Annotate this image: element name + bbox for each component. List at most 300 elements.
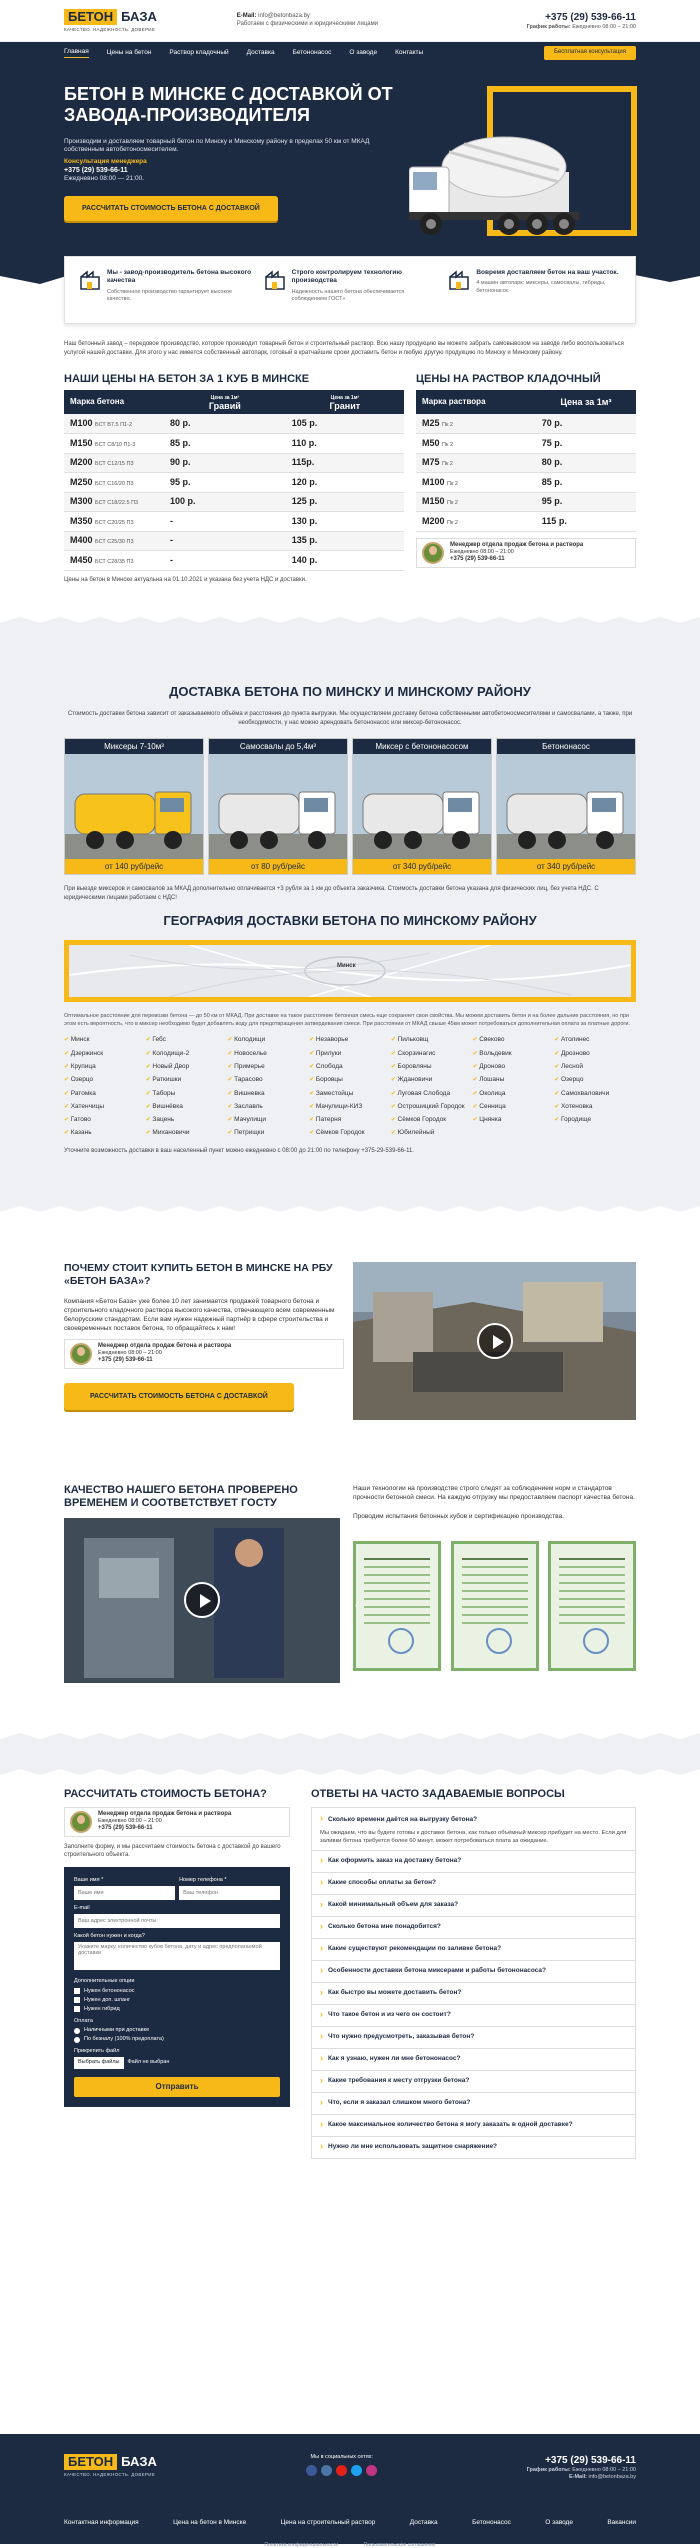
hero-title: БЕТОН В МИНСКЕ С ДОСТАВКОЙ ОТ ЗАВОДА-ПРОИЗВОДИТЕЛЯ [64, 84, 393, 125]
email-label: E-mail [74, 1904, 90, 1911]
city-item: ✔ Таборы [146, 1088, 228, 1100]
footer-contacts [527, 2454, 636, 2481]
name-label: Ваше имя * [74, 1876, 104, 1883]
city-item: ✔ Гебс [146, 1034, 228, 1046]
certificates-carousel [353, 1541, 636, 1671]
mortar-mark [416, 512, 536, 532]
feature-desc: Собственное производство гарантирует высокое качество. [107, 288, 233, 303]
footer-hours-label: График работы: [526, 2467, 571, 2473]
feature-desc: 4 машин автопарк: миксеры, самосвалы, гибриды, бетононасос [476, 280, 606, 294]
city-item: ✔ Колодищи [227, 1034, 309, 1046]
city-item: ✔ Тарасово [227, 1074, 309, 1086]
footer-link[interactable]: Доставка [409, 2519, 438, 2527]
why-title: ПОЧЕМУ СТОИТ КУПИТЬ БЕТОН В МИНСКЕ НА РБУ «БЕТОН БАЗА»? [64, 1261, 333, 1288]
section-divider-2 [0, 1202, 700, 1212]
checkbox[interactable] [74, 2006, 80, 2012]
extra-label: Дополнительные опции [74, 1978, 135, 1985]
city-item: ✔ Вишнёвка [146, 1101, 228, 1113]
mark-class: БСТ С12/15 П3 [95, 461, 134, 468]
mark-name: M100 [70, 417, 93, 428]
phone-input[interactable] [179, 1886, 280, 1900]
mark-name: M200 [422, 515, 445, 526]
vehicle-image [353, 754, 491, 859]
intro-text: Наш бетонный завод – передовое производство, которое производит товарный бетон и строительный раствор. Всю нашу продукцию вы можете забрать самовывозом на заводе либо воспользоваться услугой нашей доставки. Для этого у нас имеется собственный автопарк, готовый в кратчайшие сроки доставить бетон и любую другую продукцию по Минску и Минскому району. [64, 341, 624, 356]
mortar-price: 70 р. [536, 414, 636, 434]
feature-title: Вовремя доставляем бетон на ваш участок. [476, 269, 619, 276]
feature-card [73, 269, 258, 311]
faq-item[interactable]: › Как быстро вы можете доставить бетон? [311, 1983, 636, 2005]
mark-name: M300 [70, 496, 93, 507]
name-input[interactable] [74, 1886, 175, 1900]
pay-option-label: Наличными при доставке [84, 2027, 150, 2034]
col-granite: Цена за 1м³ Гранит [286, 390, 404, 414]
manager-avatar [70, 1811, 92, 1833]
city-item: ✔ Мачулищи-КИЗ [309, 1101, 391, 1113]
concrete-mark [64, 414, 164, 434]
truck-icon [448, 269, 470, 291]
why-section [64, 1212, 636, 1420]
faq-item[interactable]: › Какие требования к месту отгрузки бетона? [311, 2071, 636, 2093]
map-city-label: Минск [337, 963, 356, 970]
factory-icon [79, 269, 101, 291]
nav-item[interactable]: О заводе [349, 48, 378, 56]
mark-class: Пк 2 [447, 500, 458, 507]
mortar-price: 95 р. [536, 492, 636, 512]
concrete-row [64, 492, 404, 512]
vehicle-price: от 340 руб/рейс [497, 859, 635, 874]
hero-calc-button[interactable]: РАССЧИТАТЬ СТОИМОСТЬ БЕТОНА С ДОСТАВКОЙ [64, 196, 278, 221]
checkbox[interactable] [74, 1997, 80, 2003]
mark-name: M25 [422, 417, 440, 428]
faq-item[interactable]: › Какой минимальный объем для заказа? [311, 1895, 636, 1917]
geo-title: ГЕОГРАФИЯ ДОСТАВКИ БЕТОНА ПО МИНСКОМУ РАЙОНУ [163, 913, 537, 929]
logo[interactable] [64, 9, 157, 33]
faq-item[interactable]: › Сколько бетона мне понадобится? [311, 1917, 636, 1939]
calc-faq-section [64, 1775, 636, 2159]
extra-option-label: Нужен гибрид [84, 2005, 120, 2012]
mortar-prices-title: ЦЕНЫ НА РАСТВОР КЛАДОЧНЫЙ [416, 373, 601, 385]
header-phone[interactable]: +375 (29) 539-66-11 [545, 11, 636, 23]
concrete-prices-title: НАШИ ЦЕНЫ НА БЕТОН ЗА 1 КУБ В МИНСКЕ [64, 373, 310, 385]
city-item: ✔ Колодищи-2 [146, 1048, 228, 1060]
main-nav [0, 42, 700, 64]
section-divider-4 [0, 1765, 700, 1775]
mark-name: M75 [422, 457, 440, 468]
vk-icon[interactable] [321, 2465, 332, 2476]
why-calc-button[interactable]: РАССЧИТАТЬ СТОИМОСТЬ БЕТОНА С ДОСТАВКОЙ [64, 1383, 294, 1410]
city-list [64, 1034, 636, 1139]
city-item: ✔ Лесной [554, 1061, 636, 1073]
certificate[interactable] [451, 1541, 539, 1671]
footer-link[interactable]: О заводе [545, 2519, 573, 2527]
manager-hours: Ежедневно 08:00 – 21:00 [450, 549, 514, 556]
footer-link[interactable]: Цена на строительный раствор [280, 2519, 376, 2527]
play-icon[interactable] [184, 1582, 220, 1618]
city-item: ✔ Озерцо [64, 1074, 146, 1086]
concrete-row [64, 414, 404, 434]
faq-title: ОТВЕТЫ НА ЧАСТО ЗАДАВАЕМЫЕ ВОПРОСЫ [311, 1787, 565, 1800]
mortar-mark [416, 414, 536, 434]
concrete-row [64, 453, 404, 473]
manager-title: Менеджер отдела продаж бетона и раствора [98, 1811, 232, 1818]
footer-nav [64, 2499, 636, 2527]
delivery-title: ДОСТАВКА БЕТОНА ПО МИНСКУ И МИНСКОМУ РАЙОНУ [169, 683, 531, 699]
footer-bottom [0, 2542, 700, 2548]
concrete-mark [64, 551, 164, 571]
mortar-row [416, 434, 636, 454]
manager-avatar [422, 542, 444, 564]
mortar-price: 80 р. [536, 453, 636, 473]
nav-item[interactable]: Бетононасос [292, 48, 332, 56]
mark-name: M400 [70, 535, 93, 546]
features-bar [0, 256, 700, 326]
concrete-row [64, 512, 404, 532]
certificate[interactable] [548, 1541, 636, 1671]
granite-price: 135 р. [286, 531, 404, 551]
city-item: ✔ Пильковщ [391, 1034, 473, 1046]
extra-option[interactable] [74, 2006, 280, 2013]
granite-price: 110 р. [286, 434, 404, 454]
vehicle-image [65, 754, 203, 859]
gravel-price: 95 р. [164, 473, 286, 493]
vehicle-image [209, 754, 347, 859]
chevron-right-icon[interactable]: › [624, 1599, 628, 1611]
gravel-price: - [164, 531, 286, 551]
concrete-row [64, 551, 404, 571]
col-mortar: Марка раствора [416, 390, 536, 414]
city-item: ✔ Хатенчицы [64, 1101, 146, 1113]
quality-section [64, 1484, 636, 1683]
mark-class: БСТ С25/30 П3 [95, 539, 134, 546]
mortar-mark [416, 453, 536, 473]
vehicle-card[interactable] [64, 738, 204, 875]
concrete-prices [64, 372, 404, 585]
vehicle-name: Бетононасос [497, 739, 635, 754]
city-item: ✔ Боровцы [309, 1074, 391, 1086]
concrete-mark [64, 512, 164, 532]
file-label: Прикрепить файл [74, 2048, 120, 2055]
city-item: ✔ Околица [473, 1088, 555, 1100]
extra-option[interactable] [74, 1988, 280, 1995]
instagram-icon[interactable] [366, 2465, 377, 2476]
manager-title: Менеджер отдела продаж бетона и раствора [450, 542, 584, 549]
mark-class: БСТ С16/20 П3 [95, 480, 134, 487]
granite-price: 125 р. [286, 492, 404, 512]
mark-class: Пк 2 [442, 421, 453, 428]
site-header [0, 0, 700, 42]
footer-phone[interactable]: +375 (29) 539-66-11 [545, 2455, 636, 2466]
faq-item[interactable]: › Что, если я заказал слишком много бетона? [311, 2093, 636, 2115]
terms-link[interactable]: Пользовательское соглашение [363, 2541, 436, 2548]
section-divider-3 [0, 1733, 700, 1745]
footer-link[interactable]: Контактная информация [64, 2519, 139, 2527]
pay-option[interactable] [74, 2027, 280, 2034]
gravel-price: 80 р. [164, 414, 286, 434]
city-item: ✔ Казань [64, 1127, 146, 1139]
city-item: ✔ Минск [64, 1034, 146, 1046]
mortar-row [416, 512, 636, 532]
mark-name: M100 [422, 476, 445, 487]
city-item: ✔ Ратомка [64, 1088, 146, 1100]
granite-price: 140 р. [286, 551, 404, 571]
faq-item[interactable]: › Какое максимальное количество бетона я могу заказать в одной доставке? [311, 2115, 636, 2137]
feature-card [258, 269, 443, 311]
mixer-truck-image [409, 112, 599, 242]
vehicle-card[interactable] [352, 738, 492, 875]
site-footer [0, 2434, 700, 2548]
extra-option[interactable] [74, 1997, 280, 2004]
header-tagline: Работаем с физическими и юридическими лицами [236, 21, 379, 27]
city-item: ✔ Новоселье [227, 1048, 309, 1060]
footer-email[interactable]: info@betonbaza.by [588, 2474, 636, 2481]
mark-class: БСТ С18/22.5 П3 [95, 500, 139, 507]
file-status: Файл не выбран [127, 2059, 170, 2066]
concrete-price-table [64, 390, 404, 571]
faq-item[interactable]: › Как я узнаю, нужен ли мне бетононасос? [311, 2049, 636, 2071]
mark-name: M150 [422, 496, 445, 507]
city-item: ✔ Хотеновка [554, 1101, 636, 1113]
vehicle-price: от 140 руб/рейс [65, 859, 203, 874]
city-item: ✔ Патерня [309, 1114, 391, 1126]
logo-text: БАЗА [121, 2454, 157, 2469]
mark-class: БСТ В7.5 П1-2 [95, 421, 133, 428]
faq-block [311, 1787, 636, 2159]
youtube-icon[interactable] [336, 2465, 347, 2476]
city-item: ✔ Цнянка [473, 1114, 555, 1126]
concrete-row [64, 531, 404, 551]
hero-phone[interactable]: +375 (29) 539-66-11 [64, 167, 128, 175]
header-email[interactable]: info@betonbaza.by [258, 13, 310, 20]
faq-item[interactable]: › Какие существуют рекомендации по заливке бетона? [311, 1939, 636, 1961]
gravel-price: - [164, 551, 286, 571]
manager-card-3 [64, 1807, 290, 1837]
logo-text: БАЗА [121, 9, 157, 25]
mark-name: M200 [70, 457, 93, 468]
city-item: ✔ Дзержинск [64, 1048, 146, 1060]
facebook-icon[interactable] [306, 2465, 317, 2476]
radio[interactable] [74, 2028, 80, 2034]
city-item: ✔ Заславль [227, 1101, 309, 1113]
city-item: ✔ Зацень [146, 1114, 228, 1126]
city-item: ✔ Свеково [473, 1034, 555, 1046]
city-item: ✔ Вольдевик [473, 1048, 555, 1060]
file-button[interactable]: Выбрать файлы [74, 2057, 124, 2068]
logo-slogan: КАЧЕСТВО. НАДЕЖНОСТЬ. ДОВЕРИЕ [64, 2472, 156, 2477]
nav-item[interactable]: Главная [64, 48, 89, 57]
email-label: E-Mail: [236, 13, 257, 20]
hours-label: График работы: [526, 23, 571, 30]
city-item: ✔ Слобода [309, 1061, 391, 1073]
city-item: ✔ Сёмков Городок [309, 1127, 391, 1139]
city-item: ✔ Ждановичи [391, 1074, 473, 1086]
mark-class: БСТ С28/35 П3 [95, 558, 134, 565]
vehicle-name: Миксеры 7-10м³ [65, 739, 203, 754]
concrete-mark [64, 453, 164, 473]
vehicle-card[interactable] [496, 738, 636, 875]
footer-social [304, 2454, 379, 2481]
faq-item[interactable]: › Нужно ли мне использовать защитное снаряжение? [311, 2137, 636, 2159]
mark-class: Пк 2 [447, 519, 458, 526]
manager-hours: Ежедневно 08:00 – 21:00 [98, 1818, 162, 1825]
city-item: ✔ Сенница [473, 1101, 555, 1113]
mortar-mark [416, 492, 536, 512]
logo-slogan: КАЧЕСТВО. НАДЕЖНОСТЬ. ДОВЕРИЕ [64, 27, 156, 33]
consult-label: Консультация менеджера [64, 157, 147, 165]
mark-class: БСТ С20/25 П3 [95, 519, 134, 526]
header-contacts [237, 13, 447, 29]
manager-phone[interactable]: +375 (29) 539-66-11 [98, 1357, 153, 1364]
nav-item[interactable]: Раствор кладочный [169, 48, 229, 56]
email-input[interactable] [74, 1914, 280, 1928]
vehicle-name: Самосвалы до 5,4м³ [209, 739, 347, 754]
submit-button[interactable]: Отправить [74, 2077, 280, 2097]
gravel-price: 100 р. [164, 492, 286, 512]
concrete-row [64, 473, 404, 493]
manager-avatar [70, 1343, 92, 1365]
pay-label: Оплата [74, 2017, 93, 2024]
grey-band [0, 1745, 700, 1765]
footer-link[interactable]: Бетононасос [472, 2519, 511, 2527]
granite-price: 130 р. [286, 512, 404, 532]
gravel-price: 90 р. [164, 453, 286, 473]
mark-class: Пк 2 [442, 461, 453, 468]
geo-text: Оптимальное расстояние для перевозки бетона — до 50 км от МКАД. При доставке на такое расстояние бетонная смесь еще сохраняет свои свойства. Мы можем доставить бетон и на более дальние расстояния, но при этом есть вероятность, что в миксер необходимо будет добавлять воду для предотвращения затвердевания смеси. При расстоянии от МКАД свыше 45км может потребоваться дополнительная оплата за платные дороги. [64, 1013, 630, 1028]
prices-section [64, 372, 636, 585]
city-item: ✔ Боровляны [391, 1061, 473, 1073]
social-label: Мы в социальных сетях: [310, 2454, 373, 2460]
granite-price: 120 р. [286, 473, 404, 493]
faq-item[interactable]: › Что нужно предусмотреть, заказывая бетон? [311, 2027, 636, 2049]
radio[interactable] [74, 2037, 80, 2043]
faq-item-open[interactable] [311, 1807, 636, 1851]
mortar-row [416, 453, 636, 473]
faq-question: › Сколько времени даётся на выгрузку бетона? [320, 1813, 627, 1825]
checkbox[interactable] [74, 1988, 80, 1994]
chevron-left-icon[interactable]: ‹ [355, 1599, 359, 1611]
gravel-price: 85 р. [164, 434, 286, 454]
city-item: ✔ Незаворье [309, 1034, 391, 1046]
mark-class: Пк 2 [442, 441, 453, 448]
mortar-mark [416, 434, 536, 454]
privacy-link[interactable]: Политика конфиденциальности [264, 2541, 339, 2548]
vehicle-card[interactable] [208, 738, 348, 875]
col-mortar-price: Цена за 1м³ [536, 390, 636, 414]
delivery-map[interactable] [64, 940, 636, 1002]
mortar-price: 85 р. [536, 473, 636, 493]
logo-box: БЕТОН [64, 2454, 117, 2470]
header-hours: Ежедневно 08:00 – 21:00 [572, 23, 636, 30]
city-item: ✔ Вишневка [227, 1088, 309, 1100]
city-item: ✔ Дроново [473, 1061, 555, 1073]
faq-item[interactable]: › Особенности доставки бетона миксерами и работы бетононасоса? [311, 1961, 636, 1983]
phone-label: Номер телефона * [179, 1876, 227, 1883]
extra-option-label: Нужен доп. шланг [84, 1996, 131, 2003]
faq-item[interactable]: › Как оформить заказ на доставку бетона? [311, 1851, 636, 1873]
footer-logo[interactable] [64, 2454, 157, 2481]
footer-link[interactable]: Вакансии [607, 2519, 636, 2527]
calc-form-block [64, 1787, 290, 2159]
vehicle-image [497, 754, 635, 859]
faq-item[interactable]: › Какие способы оплаты за бетон? [311, 1873, 636, 1895]
logo-box: БЕТОН [64, 9, 117, 25]
granite-price: 115р. [286, 453, 404, 473]
city-item: ✔ Острошицкий Городок [391, 1101, 473, 1113]
header-phone-block [527, 11, 636, 31]
nav-item[interactable]: Цены на бетон [106, 48, 152, 56]
vehicle-price: от 80 руб/рейс [209, 859, 347, 874]
vehicle-price: от 340 руб/рейс [353, 859, 491, 874]
quality-text-2: Проводим испытания бетонных кубов и сертификацию производства. [353, 1512, 564, 1520]
quality-text-1: Наши технологии на производстве строго следят за соблюдением норм и стандартов прочности бетонной смеси. На каждую отгрузку мы предоставляем паспорт качества бетона. [353, 1484, 635, 1501]
concrete-mark [64, 531, 164, 551]
mark-name: M150 [70, 437, 93, 448]
lab-video[interactable] [64, 1518, 340, 1683]
manager-phone[interactable]: +375 (29) 539-66-11 [450, 556, 505, 563]
footer-link[interactable]: Цена на бетон в Минске [173, 2519, 247, 2527]
calc-title: РАССЧИТАТЬ СТОИМОСТЬ БЕТОНА? [64, 1787, 267, 1800]
faq-answer: Мы ожидаем, что вы будете готовы к доставке бетона, как только объёмный миксер прибудет на место. Если для заливки бетона требуется более 60 минут, может потребоваться плата за ожидание. [320, 1829, 627, 1844]
city-item: ✔ Атолинес [554, 1034, 636, 1046]
quality-title: КАЧЕСТВО НАШЕГО БЕТОНА ПРОВЕРЕНО ВРЕМЕНЕМ И СООТВЕТСТВУЕТ ГОСТУ [64, 1483, 298, 1509]
city-item: ✔ Примерье [227, 1061, 309, 1073]
feature-desc: Надежность нашего бетона обеспечивается соблюдением ГОСТ» [291, 288, 405, 303]
concrete-textarea[interactable] [74, 1942, 280, 1970]
city-item: ✔ Луговая Слобода [391, 1088, 473, 1100]
city-item: ✔ Михановичи [146, 1127, 228, 1139]
mark-class: БСТ С8/10 П1-3 [95, 441, 136, 448]
section-divider [0, 617, 700, 629]
calc-form [64, 1867, 290, 2107]
twitter-icon[interactable] [351, 2465, 362, 2476]
city-item: ✔ Дрозново [554, 1048, 636, 1060]
footer-email-label: E-Mail: [568, 2474, 587, 2481]
city-item: ✔ Прилуки [309, 1048, 391, 1060]
feature-card [442, 269, 627, 311]
shield-icon [264, 269, 286, 291]
hero-hours: Ежедневно 08:00 — 21:00. [64, 175, 145, 183]
faq-item[interactable]: › Что такое бетон и из чего он состоит? [311, 2005, 636, 2027]
city-item: ✔ Сёмков Городок [391, 1114, 473, 1126]
city-item: ✔ Городище [554, 1114, 636, 1126]
hero-text: Производим и доставляем товарный бетон по Минску и Минскому району в пределах 50 км от МКАД собственным автобетоносмесителем. [64, 138, 370, 154]
city-item: ✔ Лошаны [473, 1074, 555, 1086]
mortar-row [416, 492, 636, 512]
delivery-text: Стоимость доставки бетона зависит от заказываемого объёма и расстояния до пункта выгрузки. Мы осуществляем доставку бетона собственными автобетоносмесителями и самосвалами, а также, при необходимости, у нас можно арендовать бетононасос или миксер-бетононасос. [67, 711, 633, 727]
col-gravel: Цена за 1м³ Гравий [164, 390, 286, 414]
mark-name: M50 [422, 437, 440, 448]
concrete-mark [64, 473, 164, 493]
nav-item[interactable]: Доставка [246, 48, 275, 56]
manager-phone[interactable]: +375 (29) 539-66-11 [98, 1825, 153, 1832]
concrete-mark [64, 434, 164, 454]
mortar-row [416, 414, 636, 434]
manager-hours: Ежедневно 08:00 – 21:00 [98, 1350, 162, 1357]
mark-name: M250 [70, 476, 93, 487]
nav-item[interactable]: Контакты [395, 48, 424, 56]
play-icon[interactable] [477, 1323, 513, 1359]
pay-option[interactable] [74, 2036, 280, 2043]
city-item: ✔ Гатово [64, 1114, 146, 1126]
manager-card-2 [64, 1339, 344, 1369]
city-item: ✔ Заместойцы [309, 1088, 391, 1100]
plant-video[interactable] [353, 1262, 636, 1420]
city-item: ✔ Самохваловичи [554, 1088, 636, 1100]
consult-button[interactable]: Бесплатная консультация [544, 46, 636, 60]
mortar-mark [416, 473, 536, 493]
calc-text: Заполните форму, и мы рассчитаем стоимость бетона с доставкой до вашего строительного объекта. [64, 1843, 281, 1858]
vehicle-name: Миксер с бетононасосом [353, 739, 491, 754]
gravel-price: - [164, 512, 286, 532]
